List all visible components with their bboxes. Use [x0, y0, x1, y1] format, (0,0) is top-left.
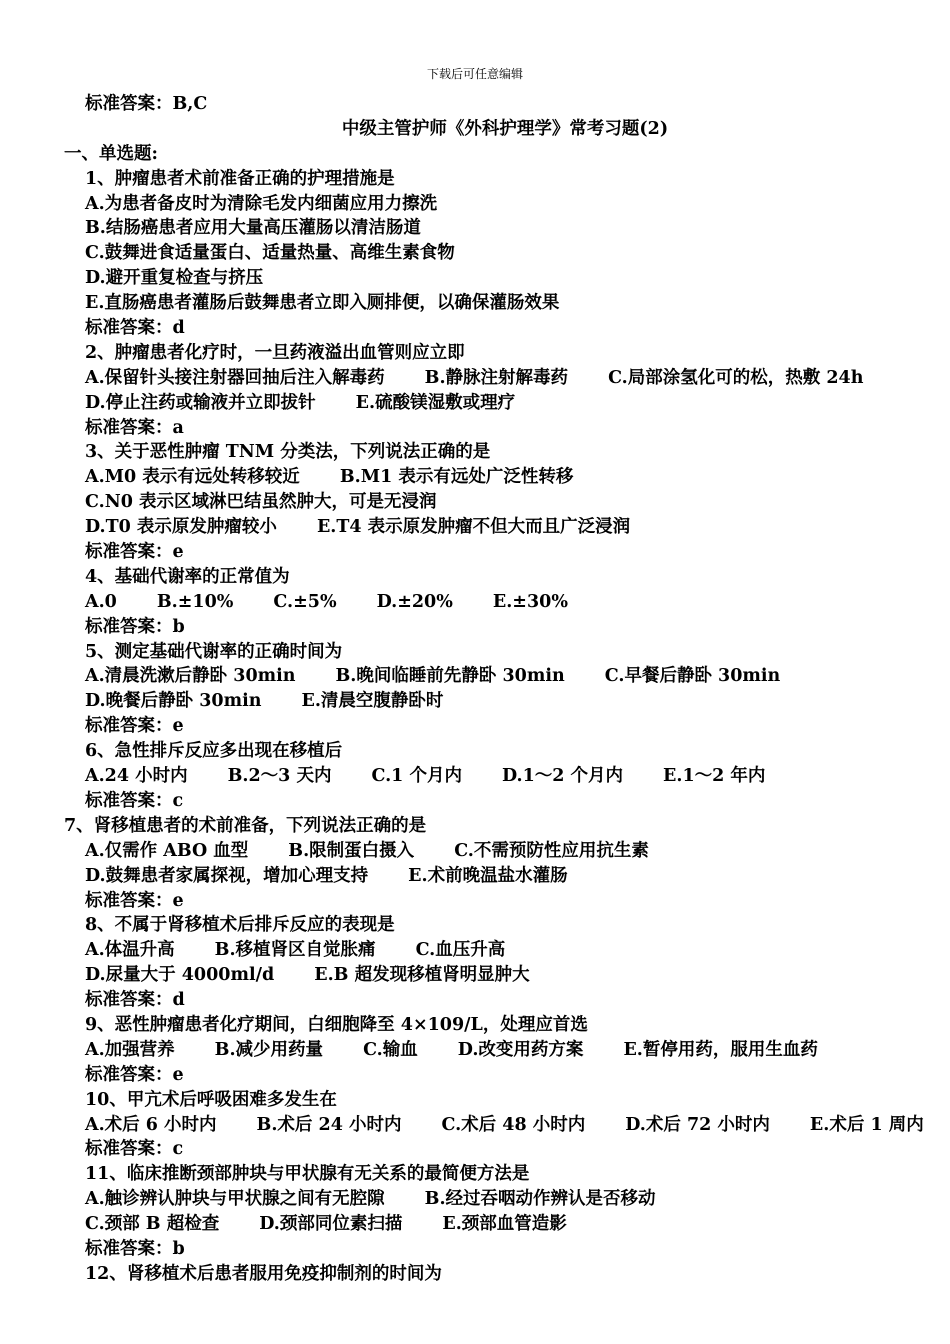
option-row	[0, 1038, 950, 1063]
question-block	[0, 814, 950, 914]
option-text: C.输血	[363, 1039, 418, 1060]
option-text: A.术后 6 小时内	[85, 1114, 217, 1135]
option-text: B.结肠癌患者应用大量高压灌肠以清洁肠道	[85, 218, 421, 239]
option-text: B.静脉注射解毒药	[424, 367, 569, 388]
option-text: B.术后 24 小时内	[256, 1114, 402, 1135]
option-text: D.改变用药方案	[457, 1039, 584, 1060]
section-heading: 一、单选题:	[64, 143, 158, 164]
question-text: 5、测定基础代谢率的正确时间为	[85, 641, 343, 662]
option-text: A.为患者备皮时为清除毛发内细菌应用力擦洗	[85, 193, 438, 214]
question-text: 9、恶性肿瘤患者化疗期间，白细胞降至 4×109/L，处理应首选	[85, 1014, 588, 1035]
option-row	[0, 366, 950, 391]
option-row	[0, 689, 950, 714]
question-text: 1、肿瘤患者术前准备正确的护理措施是	[85, 168, 395, 189]
question-text: 7、肾移植患者的术前准备，下列说法正确的是	[64, 815, 427, 836]
question-block	[0, 1262, 950, 1287]
answer-text: 标准答案：e	[85, 890, 184, 911]
option-text: C.局部涂氢化可的松，热敷 24h	[608, 367, 864, 388]
option-text: D.颈部同位素扫描	[259, 1214, 403, 1235]
option-text: B.减少用药量	[214, 1039, 324, 1060]
option-text: E.直肠癌患者灌肠后鼓舞患者立即入厕排便，以确保灌肠效果	[85, 293, 560, 314]
option-row	[0, 938, 950, 963]
option-text: D.晚餐后静卧 30min	[85, 691, 262, 712]
option-text: A.体温升高	[85, 940, 175, 961]
question-text: 4、基础代谢率的正常值为	[85, 566, 290, 587]
option-row	[0, 1187, 950, 1212]
question-block	[0, 1088, 950, 1163]
option-row	[0, 764, 950, 789]
option-text: A.触诊辨认肿块与甲状腺之间有无腔隙	[85, 1189, 385, 1210]
option-row	[0, 864, 950, 889]
document-title: 中级主管护师《外科护理学》常考习题(2)	[341, 118, 669, 139]
answer-text: 标准答案：c	[85, 1139, 184, 1160]
question-text: 2、肿瘤患者化疗时，一旦药液溢出血管则应立即	[85, 342, 465, 363]
option-text: E.T4 表示原发肿瘤不但大而且广泛浸润	[316, 517, 631, 538]
answer-text: 标准答案：e	[85, 542, 184, 563]
answer-text: 标准答案：e	[85, 716, 184, 737]
option-row	[0, 465, 950, 490]
answer-text: 标准答案：d	[85, 990, 185, 1011]
question-list	[0, 167, 950, 1287]
question-block	[0, 440, 950, 564]
option-text: A.加强营养	[85, 1039, 175, 1060]
option-text: C.血压升高	[415, 940, 506, 961]
option-text: D.避开重复检查与挤压	[85, 268, 264, 289]
option-text: B.限制蛋白摄入	[288, 840, 415, 861]
option-text: A.仅需作 ABO 血型	[85, 840, 249, 861]
answer-text: 标准答案：a	[85, 417, 184, 438]
document-body	[0, 92, 950, 1287]
option-text: D.停止注药或输液并立即拔针	[85, 392, 316, 413]
option-text: E.术后 1 周内	[809, 1114, 924, 1135]
option-text: E.硫酸镁湿敷或理疗	[355, 392, 516, 413]
option-text: E.±30%	[492, 591, 568, 612]
option-row	[0, 590, 950, 615]
question-text: 11、临床推断颈部肿块与甲状腺有无关系的最简便方法是	[85, 1164, 530, 1185]
option-text: D.±20%	[376, 591, 453, 612]
option-text: B.±10%	[156, 591, 234, 612]
option-text: C.鼓舞进食适量蛋白、适量热量、高维生素食物	[85, 243, 455, 264]
question-block	[0, 640, 950, 740]
option-row	[0, 1212, 950, 1237]
question-block	[0, 341, 950, 441]
option-row	[0, 192, 950, 217]
answer-text: 标准答案：e	[85, 1064, 184, 1085]
option-text: D.1～2 个月内	[501, 766, 624, 787]
question-block	[0, 167, 950, 341]
option-text: D.鼓舞患者家属探视，增加心理支持	[85, 865, 369, 886]
option-text: E.颈部血管造影	[442, 1214, 567, 1235]
question-block	[0, 1013, 950, 1088]
question-block	[0, 913, 950, 1013]
option-text: C.±5%	[273, 591, 337, 612]
question-text: 12、肾移植术后患者服用免疫抑制剂的时间为	[85, 1263, 442, 1284]
option-text: B.M1 表示有远处广泛性转移	[339, 467, 574, 488]
question-block	[0, 565, 950, 640]
answer-text: 标准答案：b	[85, 1238, 185, 1259]
option-row	[0, 391, 950, 416]
option-text: D.T0 表示原发肿瘤较小	[85, 517, 277, 538]
option-text: E.1～2 年内	[663, 766, 766, 787]
answer-text: 标准答案：c	[85, 790, 184, 811]
option-row	[0, 839, 950, 864]
option-row	[0, 490, 950, 515]
option-text: A.M0 表示有远处转移较近	[85, 467, 300, 488]
option-row	[0, 664, 950, 689]
option-text: D.术后 72 小时内	[625, 1114, 770, 1135]
question-text: 10、甲亢术后呼吸困难多发生在	[85, 1089, 337, 1110]
answer-text: 标准答案：d	[85, 318, 185, 339]
option-text: E.暂停用药，服用生血药	[623, 1039, 818, 1060]
option-row	[0, 216, 950, 241]
option-text: C.颈部 B 超检查	[85, 1214, 220, 1235]
option-text: C.不需预防性应用抗生素	[454, 840, 649, 861]
option-row	[0, 241, 950, 266]
option-text: A.24 小时内	[85, 766, 188, 787]
option-text: D.尿量大于 4000ml/d	[85, 965, 275, 986]
option-text: E.术前晚温盐水灌肠	[408, 865, 568, 886]
option-row	[0, 963, 950, 988]
option-text: B.经过吞咽动作辨认是否移动	[424, 1189, 656, 1210]
question-text: 6、急性排斥反应多出现在移植后	[85, 741, 343, 762]
option-text: B.2～3 天内	[227, 766, 332, 787]
option-text: A.保留针头接注射器回抽后注入解毒药	[85, 367, 385, 388]
page-header: 下载后可任意编辑	[426, 67, 523, 81]
option-text: E.B 超发现移植肾明显肿大	[314, 965, 530, 986]
top-answer: 标准答案：B,C	[85, 94, 208, 114]
option-row	[0, 266, 950, 291]
option-text: E.清晨空腹静卧时	[301, 691, 444, 712]
option-row	[0, 515, 950, 540]
option-text: B.移植肾区自觉胀痛	[214, 940, 376, 961]
option-text: C.N0 表示区域淋巴结虽然肿大，可是无浸润	[85, 492, 437, 513]
option-text: C.早餐后静卧 30min	[604, 666, 781, 687]
option-row	[0, 291, 950, 316]
question-block	[0, 1162, 950, 1262]
option-text: B.晚间临睡前先静卧 30min	[335, 666, 565, 687]
option-text: C.术后 48 小时内	[441, 1114, 586, 1135]
option-text: A.清晨洗漱后静卧 30min	[85, 666, 296, 687]
answer-text: 标准答案：b	[85, 616, 185, 637]
option-row	[0, 1113, 950, 1138]
option-text: C.1 个月内	[371, 766, 462, 787]
question-text: 3、关于恶性肿瘤 TNM 分类法，下列说法正确的是	[85, 442, 491, 463]
option-text: A.0	[85, 591, 117, 612]
question-text: 8、不属于肾移植术后排斥反应的表现是	[85, 915, 395, 936]
question-block	[0, 739, 950, 814]
